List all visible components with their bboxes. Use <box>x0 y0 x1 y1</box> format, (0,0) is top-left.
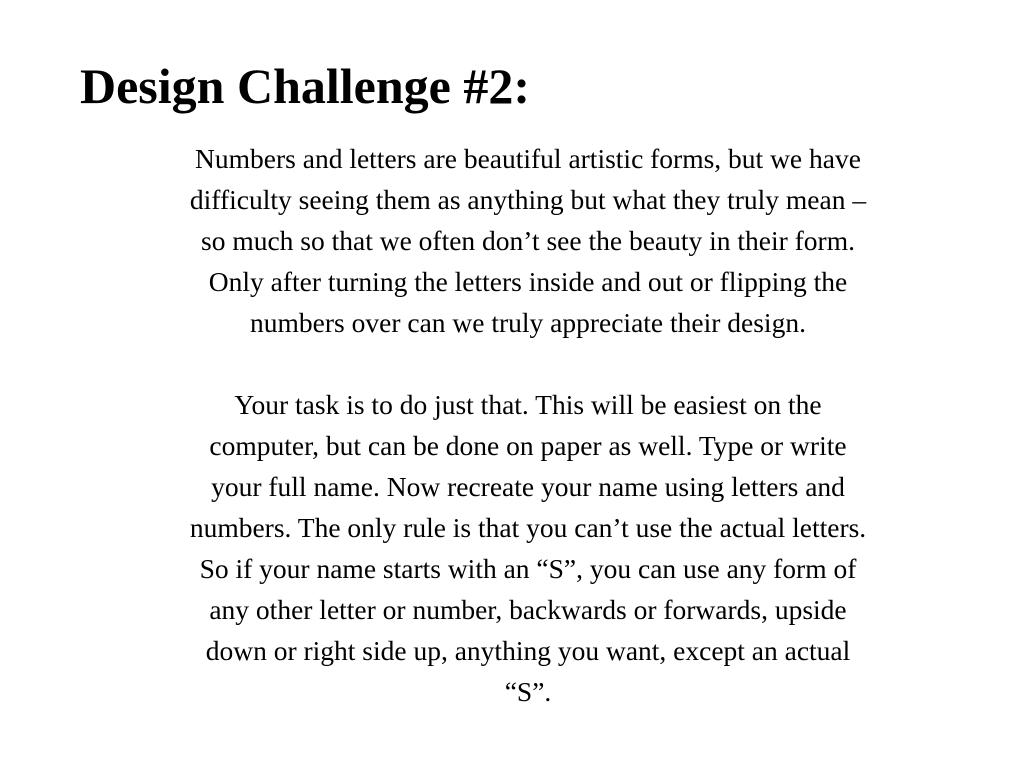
paragraph-line: down or right side up, anything you want, except an actual <box>205 635 851 666</box>
paragraph-1 <box>96 138 960 343</box>
paragraph-line: Numbers and letters are beautiful artistic forms, but we have <box>195 143 861 174</box>
paragraph-line: so much so that we often don’t see the beauty in their form. <box>201 225 855 256</box>
paragraph-spacer <box>96 343 960 384</box>
paragraph-line: computer, but can be done on paper as well. Type or write <box>209 430 847 461</box>
paragraph-2 <box>96 384 960 712</box>
paragraph-line: “S”. <box>504 676 552 707</box>
paragraph-line: numbers. The only rule is that you can’t use the actual letters. <box>189 512 867 543</box>
paragraph-line: your full name. Now recreate your name using letters and <box>211 471 845 502</box>
paragraph-line: Only after turning the letters inside and out or flipping the <box>208 266 848 297</box>
paragraph-line: So if your name starts with an “S”, you can use any form of <box>199 553 857 584</box>
paragraph-line: any other letter or number, backwards or forwards, upside <box>209 594 847 625</box>
slide-body <box>96 138 960 712</box>
paragraph-line: difficulty seeing them as anything but what they truly mean – <box>189 184 867 215</box>
paragraph-line: Your task is to do just that. This will be easiest on the <box>234 389 822 420</box>
slide-title: Design Challenge #2: <box>80 58 530 114</box>
paragraph-line: numbers over can we truly appreciate their design. <box>250 307 806 338</box>
